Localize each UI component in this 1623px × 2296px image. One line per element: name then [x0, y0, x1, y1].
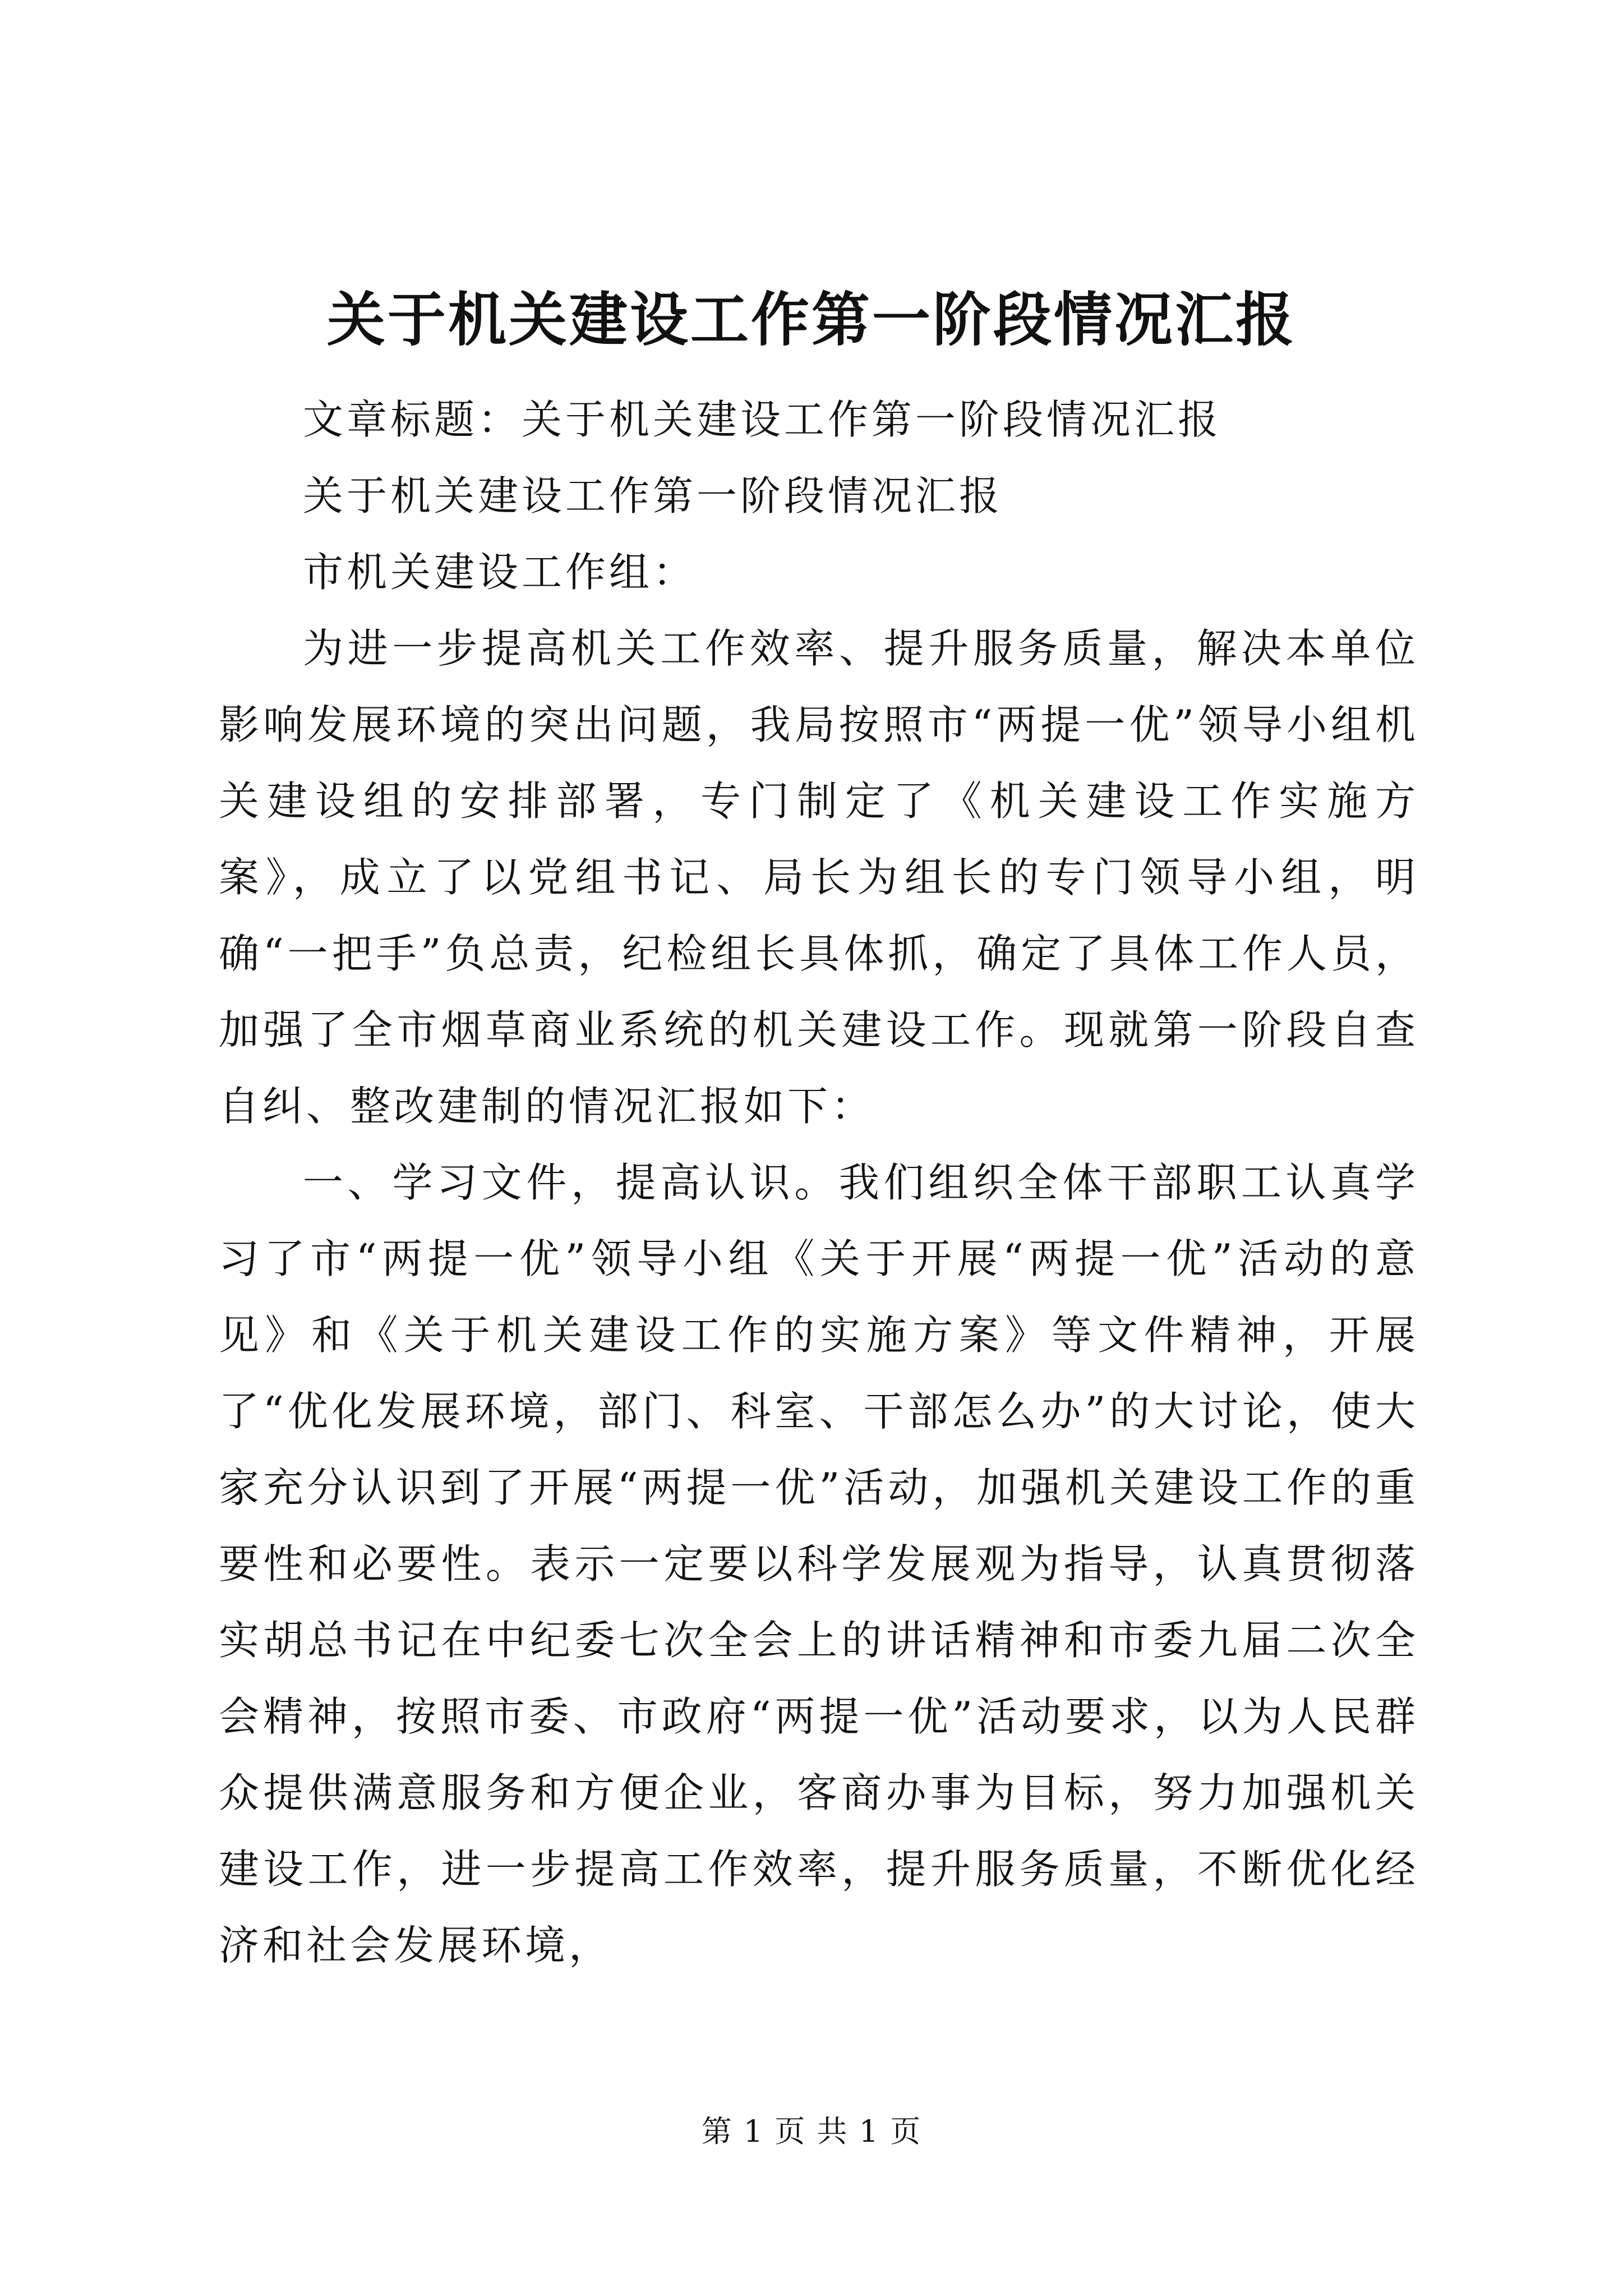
salutation: 市机关建设工作组：	[303, 549, 697, 596]
page-title: 关于机关建设工作第一阶段情况汇报	[326, 285, 1296, 354]
document-body	[219, 381, 1419, 1984]
page-footer: 第 1 页 共 1 页	[701, 2114, 922, 2149]
subtitle-line: 关于机关建设工作第一阶段情况汇报	[303, 472, 1003, 519]
intro-paragraph: 为进一步提高机关工作效率、提升服务质量，解决本单位影响发展环境的突出问题，我局按照市“两提一优”领导小组机关建设组的安排部署，专门制定了《机关建设工作实施方案》，成立了以党组书记、局长为组长的专门领导小组，明确“一把手”负总责，纪检组长具体抓，确定了具体工作人员，加强了全市烟草商业系统的机关建设工作。现就第一阶段自查自纠、整改建制的情况汇报如下：	[219, 625, 1419, 1130]
section-one-paragraph: 一、学习文件，提高认识。我们组织全体干部职工认真学习了市“两提一优”领导小组《关于开展“两提一优”活动的意见》和《关于机关建设工作的实施方案》等文件精神，开展了“优化发展环境，部门、科室、干部怎么办”的大讨论，使大家充分认识到了开展“两提一优”活动，加强机关建设工作的重要性和必要性。表示一定要以科学发展观为指导，认真贯彻落实胡总书记在中纪委七次全会上的讲话精神和市委九届二次全会精神，按照市委、市政府“两提一优”活动要求，以为人民群众提供满意服务和方便企业，客商办事为目标，努力加强机关建设工作，进一步提高工作效率，提升服务质量，不断优化经济和社会发展环境，	[219, 1159, 1419, 1969]
article-title-line: 文章标题：关于机关建设工作第一阶段情况汇报	[303, 396, 1222, 443]
